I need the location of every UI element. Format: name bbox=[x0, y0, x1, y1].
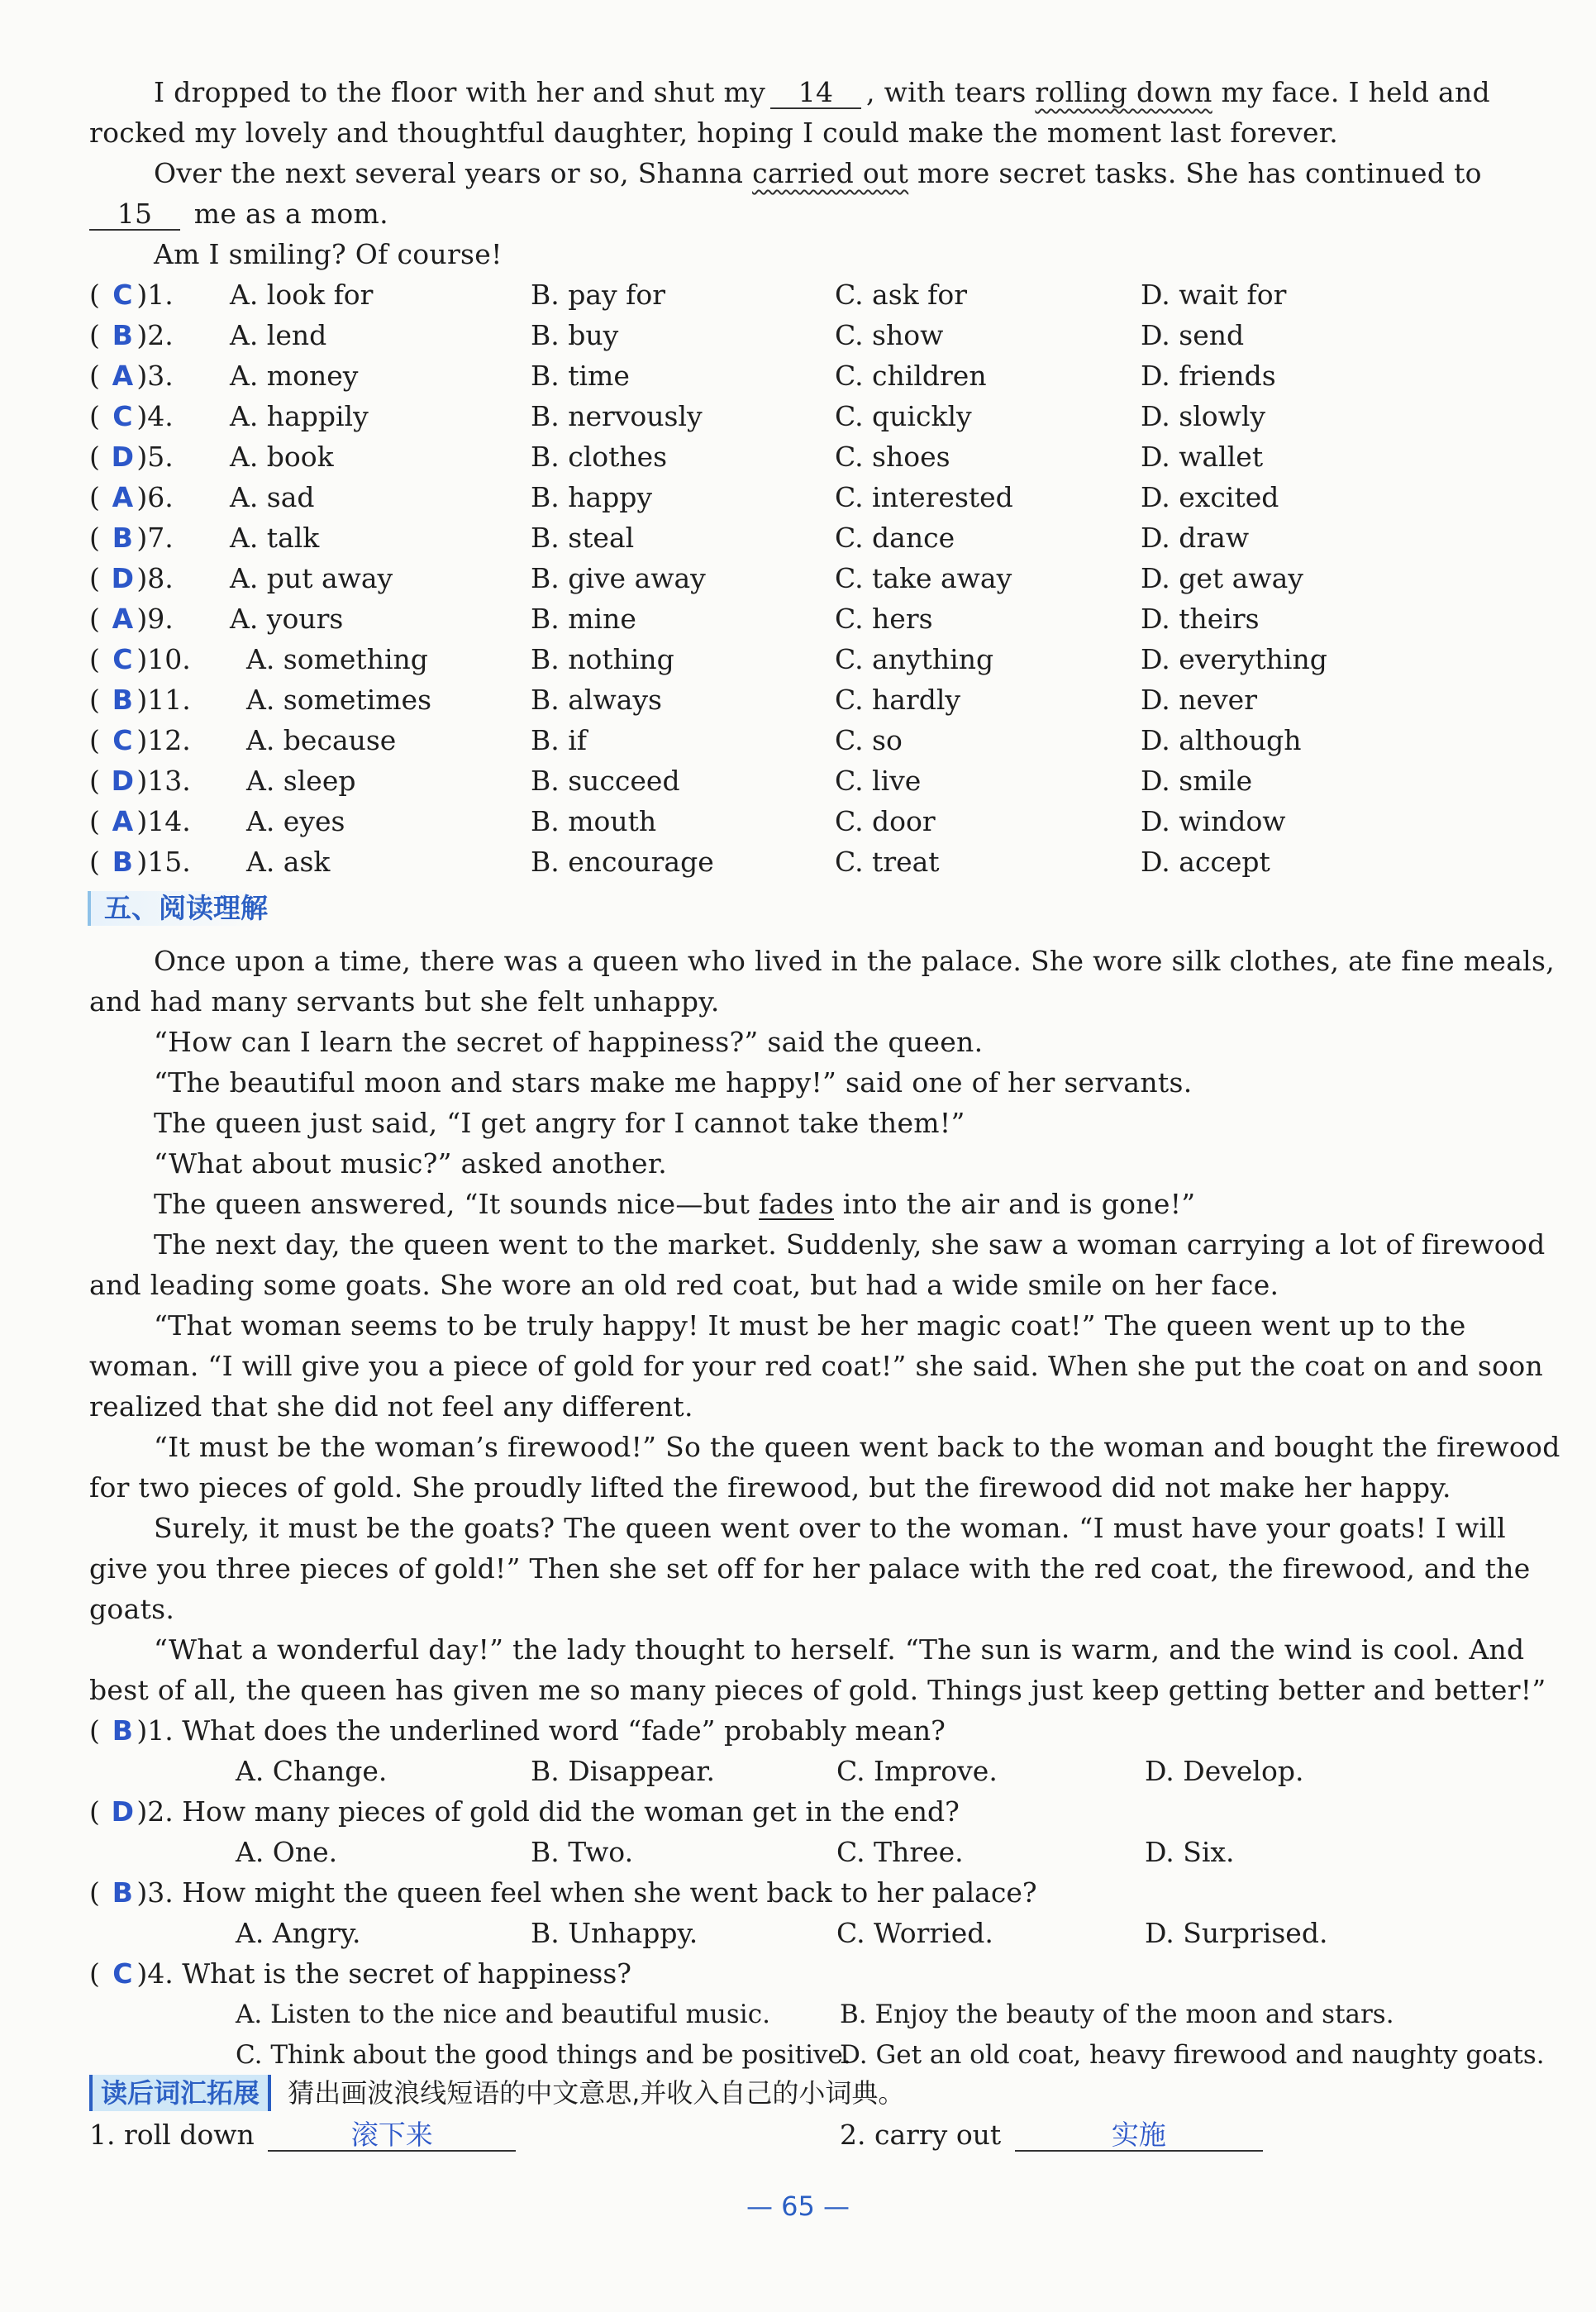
cloze-option-c: C. shoes bbox=[835, 441, 950, 473]
cloze-option-b: B. always bbox=[531, 684, 662, 716]
blank-15: 15 bbox=[89, 199, 180, 231]
cloze-question-3: ( A )3. bbox=[89, 360, 174, 392]
passage-line: 15 me as a mom. bbox=[89, 198, 1511, 231]
reading-line: The next day, the queen went to the market. Suddenly, she saw a woman carrying a lot of firewood bbox=[154, 1228, 1546, 1261]
cloze-option-a: A. because bbox=[246, 724, 397, 756]
cloze-option-b: B. if bbox=[531, 724, 587, 756]
cloze-question-9: ( A )9. bbox=[89, 603, 174, 635]
cloze-option-c: C. so bbox=[835, 724, 903, 756]
cloze-option-c: C. hers bbox=[835, 603, 933, 635]
reading-question-3: ( B )3. How might the queen feel when she went back to her palace? bbox=[89, 1876, 1037, 1909]
reading-line: goats. bbox=[89, 1593, 175, 1625]
reading-line: for two pieces of gold. She proudly lifted the firewood, but the firewood did not make her happy. bbox=[89, 1471, 1451, 1504]
reading-line: “The beautiful moon and stars make me happy!” said one of her servants. bbox=[154, 1066, 1193, 1099]
cloze-option-d: D. excited bbox=[1141, 481, 1279, 513]
cloze-option-a: A. sleep bbox=[246, 765, 356, 797]
reading-line: “What a wonderful day!” the lady thought to herself. “The sun is warm, and the wind is cool. And bbox=[154, 1633, 1525, 1666]
vocab-instruction: 猜出画波浪线短语的中文意思,并收入自己的小词典。 bbox=[288, 2077, 905, 2109]
question-option-b: B. Two. bbox=[531, 1836, 634, 1868]
cloze-option-b: B. mine bbox=[531, 603, 636, 635]
wavy-phrase: rolling down bbox=[1035, 76, 1212, 108]
reading-line: give you three pieces of gold!” Then she set off for her palace with the red coat, the firewood, and the bbox=[89, 1552, 1531, 1585]
cloze-option-a: A. ask bbox=[246, 846, 331, 878]
cloze-question-10: ( C )10. bbox=[89, 643, 191, 675]
cloze-option-a: A. look for bbox=[230, 279, 374, 311]
cloze-option-a: A. something bbox=[246, 643, 428, 675]
reading-line: and had many servants but she felt unhappy. bbox=[89, 985, 720, 1018]
reading-question-4: ( C )4. What is the secret of happiness? bbox=[89, 1957, 631, 1990]
question-option-b: B. Enjoy the beauty of the moon and stars. bbox=[840, 2000, 1394, 2029]
answer-mark: B bbox=[112, 846, 133, 878]
question-option-c: C. Think about the good things and be positive. bbox=[236, 2040, 851, 2070]
passage-line: Am I smiling? Of course! bbox=[154, 238, 503, 270]
cloze-option-b: B. encourage bbox=[531, 846, 714, 878]
answer-mark: B bbox=[112, 1876, 133, 1909]
cloze-option-b: B. nothing bbox=[531, 643, 674, 675]
answer-mark: A bbox=[112, 603, 134, 635]
cloze-question-4: ( C )4. bbox=[89, 400, 174, 432]
vocab-item-2: 2. carry out 实施 bbox=[840, 2119, 1268, 2152]
cloze-option-c: C. anything bbox=[835, 643, 994, 675]
cloze-option-d: D. accept bbox=[1141, 846, 1270, 878]
section-title: 五、阅读理解 bbox=[88, 891, 268, 926]
cloze-option-b: B. clothes bbox=[531, 441, 668, 473]
cloze-option-d: D. draw bbox=[1141, 522, 1250, 554]
answer-mark: D bbox=[111, 765, 135, 797]
question-option-c: C. Improve. bbox=[836, 1755, 998, 1787]
vocab-answer-2[interactable]: 实施 bbox=[1015, 2120, 1263, 2152]
cloze-option-a: A. put away bbox=[230, 562, 393, 594]
cloze-option-d: D. get away bbox=[1141, 562, 1303, 594]
reading-line: The queen just said, “I get angry for I cannot take them!” bbox=[154, 1107, 965, 1139]
cloze-option-b: B. nervously bbox=[531, 400, 703, 432]
cloze-question-7: ( B )7. bbox=[89, 522, 174, 554]
cloze-option-b: B. give away bbox=[531, 562, 706, 594]
cloze-option-b: B. time bbox=[531, 360, 630, 392]
cloze-question-1: ( C )1. bbox=[89, 279, 174, 311]
cloze-option-b: B. succeed bbox=[531, 765, 680, 797]
vocab-label: 读后词汇拓展 bbox=[89, 2075, 271, 2111]
question-option-a: A. Change. bbox=[236, 1755, 388, 1787]
wavy-phrase: carried out bbox=[752, 157, 909, 189]
answer-mark: C bbox=[112, 724, 133, 756]
reading-question-2: ( D)2. How many pieces of gold did the woman get in the end? bbox=[89, 1795, 960, 1828]
cloze-option-c: C. treat bbox=[835, 846, 940, 878]
cloze-option-d: D. theirs bbox=[1141, 603, 1260, 635]
question-option-c: C. Worried. bbox=[836, 1917, 993, 1949]
cloze-option-b: B. steal bbox=[531, 522, 635, 554]
cloze-option-c: C. live bbox=[835, 765, 922, 797]
cloze-option-a: A. sad bbox=[230, 481, 315, 513]
passage-line: rocked my lovely and thoughtful daughter, hoping I could make the moment last forever. bbox=[89, 117, 1339, 149]
cloze-option-b: B. mouth bbox=[531, 805, 657, 837]
question-option-d: D. Get an old coat, heavy firewood and naughty goats. bbox=[840, 2040, 1545, 2070]
question-option-c: C. Three. bbox=[836, 1836, 964, 1868]
underlined-word: fades bbox=[758, 1188, 834, 1220]
cloze-option-d: D. everything bbox=[1141, 643, 1327, 675]
answer-mark: C bbox=[112, 1957, 133, 1990]
answer-mark: A bbox=[112, 805, 134, 837]
cloze-option-c: C. children bbox=[835, 360, 987, 392]
cloze-option-d: D. window bbox=[1141, 805, 1286, 837]
answer-mark: A bbox=[112, 360, 134, 392]
cloze-option-c: C. take away bbox=[835, 562, 1012, 594]
cloze-question-13: ( D)13. bbox=[89, 765, 191, 797]
cloze-option-d: D. send bbox=[1141, 319, 1245, 351]
cloze-option-d: D. slowly bbox=[1141, 400, 1266, 432]
answer-mark: B bbox=[112, 1714, 133, 1747]
cloze-option-c: C. interested bbox=[835, 481, 1013, 513]
answer-mark: A bbox=[112, 481, 134, 513]
answer-mark: C bbox=[112, 279, 133, 311]
cloze-question-8: ( D)8. bbox=[89, 562, 174, 594]
passage-line: I dropped to the floor with her and shut my 14 , with tears rolling down my face. I held and bbox=[154, 76, 1490, 108]
cloze-option-c: C. dance bbox=[835, 522, 955, 554]
vocab-answer-1[interactable]: 滚下来 bbox=[268, 2120, 516, 2152]
question-option-a: A. Angry. bbox=[236, 1917, 361, 1949]
cloze-option-c: C. door bbox=[835, 805, 936, 837]
reading-line: “That woman seems to be truly happy! It must be her magic coat!” The queen went up to the bbox=[154, 1309, 1466, 1342]
question-option-b: B. Unhappy. bbox=[531, 1917, 698, 1949]
cloze-option-d: D. friends bbox=[1141, 360, 1276, 392]
answer-mark: B bbox=[112, 684, 133, 716]
reading-line: woman. “I will give you a piece of gold for your red coat!” she said. When she put the coat on and soon bbox=[89, 1350, 1544, 1382]
question-option-d: D. Surprised. bbox=[1145, 1917, 1328, 1949]
reading-line: The queen answered, “It sounds nice—but fades into the air and is gone!” bbox=[154, 1188, 1196, 1220]
cloze-option-a: A. sometimes bbox=[246, 684, 432, 716]
vocab-section bbox=[89, 2075, 904, 2111]
cloze-option-c: C. show bbox=[835, 319, 944, 351]
question-option-a: A. One. bbox=[236, 1836, 338, 1868]
cloze-option-d: D. although bbox=[1141, 724, 1302, 756]
question-option-a: A. Listen to the nice and beautiful music. bbox=[236, 2000, 770, 2029]
passage-line: Over the next several years or so, Shanna carried out more secret tasks. She has continued to bbox=[154, 157, 1482, 189]
cloze-option-d: D. wait for bbox=[1141, 279, 1287, 311]
question-option-d: D. Six. bbox=[1145, 1836, 1235, 1868]
reading-line: “How can I learn the secret of happiness?” said the queen. bbox=[154, 1026, 984, 1058]
cloze-question-6: ( A )6. bbox=[89, 481, 174, 513]
reading-line: realized that she did not feel any different. bbox=[89, 1390, 693, 1423]
cloze-option-a: A. eyes bbox=[246, 805, 345, 837]
reading-line: best of all, the queen has given me so many pieces of gold. Things just keep getting better and better!” bbox=[89, 1674, 1546, 1706]
cloze-question-11: ( B )11. bbox=[89, 684, 191, 716]
answer-mark: B bbox=[112, 522, 133, 554]
cloze-option-a: A. happily bbox=[230, 400, 369, 432]
answer-mark: B bbox=[112, 319, 133, 351]
reading-line: “It must be the woman’s firewood!” So the queen went back to the woman and bought the firewood bbox=[154, 1431, 1560, 1463]
cloze-option-b: B. pay for bbox=[531, 279, 666, 311]
cloze-question-2: ( B )2. bbox=[89, 319, 174, 351]
reading-line: and leading some goats. She wore an old red coat, but had a wide smile on her face. bbox=[89, 1269, 1279, 1301]
answer-mark: C bbox=[112, 400, 133, 432]
cloze-question-5: ( D)5. bbox=[89, 441, 174, 473]
answer-mark: D bbox=[111, 562, 135, 594]
answer-mark: D bbox=[111, 441, 135, 473]
cloze-option-d: D. wallet bbox=[1141, 441, 1264, 473]
answer-mark: C bbox=[112, 643, 133, 675]
answer-mark: D bbox=[111, 1795, 135, 1828]
vocab-item-1: 1. roll down 滚下来 bbox=[89, 2119, 521, 2152]
cloze-option-a: A. yours bbox=[230, 603, 344, 635]
reading-line: “What about music?” asked another. bbox=[154, 1147, 668, 1180]
cloze-option-d: D. smile bbox=[1141, 765, 1253, 797]
cloze-option-a: A. lend bbox=[230, 319, 327, 351]
cloze-option-a: A. book bbox=[230, 441, 334, 473]
cloze-option-b: B. buy bbox=[531, 319, 619, 351]
cloze-option-c: C. quickly bbox=[835, 400, 972, 432]
reading-question-1: ( B )1. What does the underlined word “fade” probably mean? bbox=[89, 1714, 946, 1747]
cloze-question-14: ( A )14. bbox=[89, 805, 191, 837]
cloze-option-b: B. happy bbox=[531, 481, 653, 513]
cloze-option-a: A. money bbox=[230, 360, 359, 392]
cloze-option-c: C. hardly bbox=[835, 684, 961, 716]
reading-line: Surely, it must be the goats? The queen went over to the woman. “I must have your goats! I will bbox=[154, 1512, 1507, 1544]
reading-line: Once upon a time, there was a queen who lived in the palace. She wore silk clothes, ate fine meals, bbox=[154, 945, 1556, 977]
question-option-b: B. Disappear. bbox=[531, 1755, 715, 1787]
cloze-question-12: ( C )12. bbox=[89, 724, 191, 756]
cloze-option-a: A. talk bbox=[230, 522, 320, 554]
cloze-option-d: D. never bbox=[1141, 684, 1257, 716]
page-number: — 65 — bbox=[746, 2190, 850, 2222]
blank-14: 14 bbox=[770, 78, 861, 109]
cloze-question-15: ( B )15. bbox=[89, 846, 191, 878]
question-option-d: D. Develop. bbox=[1145, 1755, 1304, 1787]
cloze-option-c: C. ask for bbox=[835, 279, 968, 311]
